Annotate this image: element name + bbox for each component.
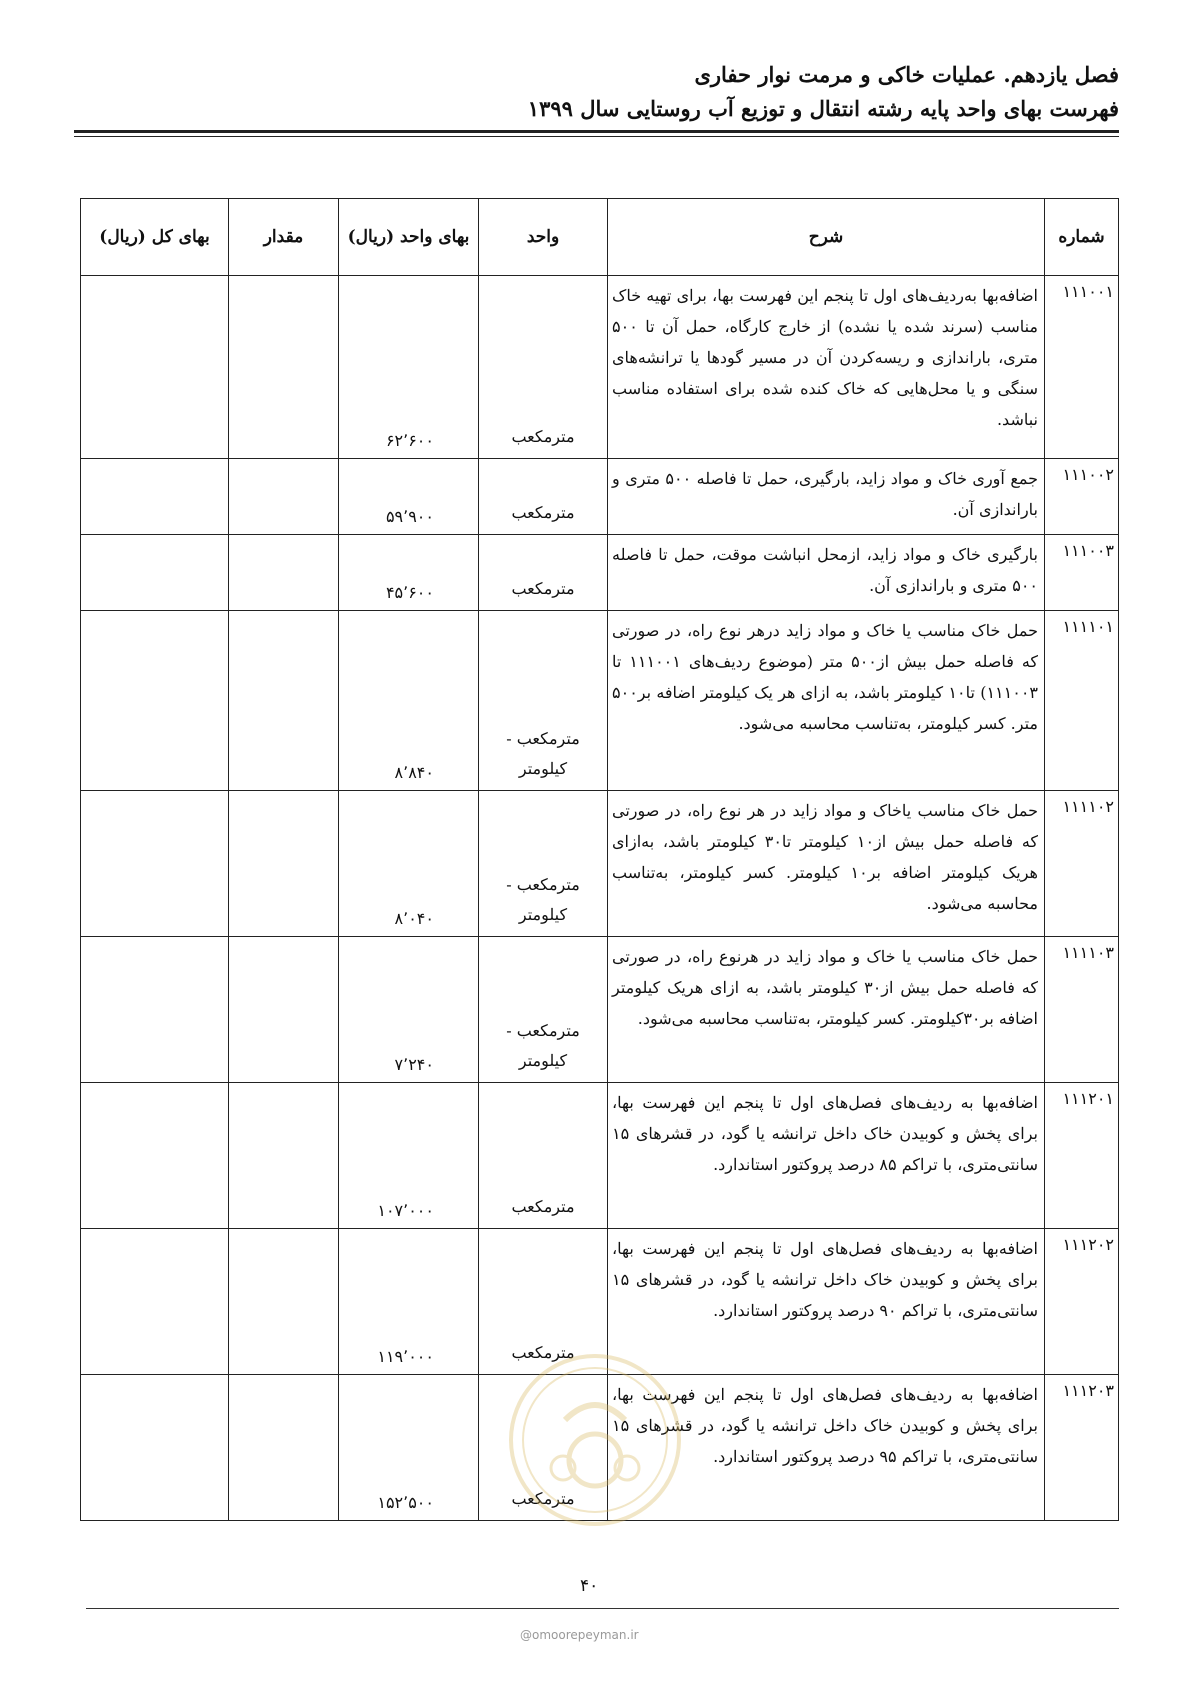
header-quantity: مقدار — [229, 199, 339, 276]
table-row — [81, 791, 1119, 937]
header-rule-thin — [74, 136, 1119, 137]
row-total-price — [81, 535, 229, 611]
row-unit: مترمکعب — [479, 459, 608, 535]
row-description: اضافه‌بها به ردیف‌های فصل‌های اول تا پنجم این فهرست بها، برای پخش و کوبیدن خاک داخل ترانشه یا گود، در قشرهای ۱۵ سانتی‌متری، با تراکم ۹۵ درصد پروکتور استاندارد. — [608, 1375, 1045, 1521]
header-total-price: بهای کل (ریال) — [81, 199, 229, 276]
header-unit-price: بهای واحد (ریال) — [339, 199, 479, 276]
table-row — [81, 1229, 1119, 1375]
row-total-price — [81, 937, 229, 1083]
row-unit: مترمکعب — [479, 535, 608, 611]
row-unit: مترمکعب — [479, 1375, 608, 1521]
row-number: ۱۱۱۲۰۳ — [1045, 1375, 1119, 1521]
row-total-price — [81, 459, 229, 535]
row-unit-price: ۴۵٬۶۰۰ — [339, 535, 479, 611]
row-quantity — [229, 611, 339, 791]
row-unit-price: ۱۱۹٬۰۰۰ — [339, 1229, 479, 1375]
row-unit-price: ۶۲٬۶۰۰ — [339, 276, 479, 459]
row-description: حمل خاک مناسب یاخاک و مواد زاید در هر نوع راه، در صورتی که فاصله حمل بیش از۱۰ کیلومتر تا۳۰ کیلومتر باشد، به‌ازای هریک کیلومتر اضافه بر۱۰ کیلومتر. کسر کیلومتر، به‌تناسب محاسبه می‌شود. — [608, 791, 1045, 937]
row-number: ۱۱۱۲۰۲ — [1045, 1229, 1119, 1375]
row-unit-price: ۸٬۸۴۰ — [339, 611, 479, 791]
page-number: ۴۰ — [580, 1576, 599, 1596]
document-subtitle: فهرست بهای واحد پایه رشته انتقال و توزیع آب روستایی سال ۱۳۹۹ — [527, 96, 1119, 121]
header-rule-thick — [74, 130, 1119, 133]
row-unit-price: ۷٬۲۴۰ — [339, 937, 479, 1083]
footer-rule — [86, 1608, 1119, 1609]
table-row — [81, 937, 1119, 1083]
row-total-price — [81, 1229, 229, 1375]
row-total-price — [81, 276, 229, 459]
row-description: اضافه‌بها به ردیف‌های فصل‌های اول تا پنجم این فهرست بها، برای پخش و کوبیدن خاک داخل ترانشه یا گود، در قشرهای ۱۵ سانتی‌متری، با تراکم ۹۰ درصد پروکتور استاندارد. — [608, 1229, 1045, 1375]
row-quantity — [229, 535, 339, 611]
row-description: جمع آوری خاک و مواد زاید، بارگیری، حمل تا فاصله ۵۰۰ متری و باراندازی آن. — [608, 459, 1045, 535]
table-row — [81, 1375, 1119, 1521]
row-quantity — [229, 1229, 339, 1375]
row-description: اضافه‌بها به ردیف‌های فصل‌های اول تا پنجم این فهرست بها، برای پخش و کوبیدن خاک داخل ترانشه یا گود، در قشرهای ۱۵ سانتی‌متری، با تراکم ۸۵ درصد پروکتور استاندارد. — [608, 1083, 1045, 1229]
row-unit-price: ۱۰۷٬۰۰۰ — [339, 1083, 479, 1229]
header-description: شرح — [608, 199, 1045, 276]
row-quantity — [229, 937, 339, 1083]
row-number: ۱۱۱۰۰۱ — [1045, 276, 1119, 459]
row-unit: مترمکعب — [479, 1083, 608, 1229]
table-row — [81, 1083, 1119, 1229]
row-number: ۱۱۱۱۰۱ — [1045, 611, 1119, 791]
row-number: ۱۱۱۱۰۳ — [1045, 937, 1119, 1083]
row-number: ۱۱۱۰۰۳ — [1045, 535, 1119, 611]
row-quantity — [229, 1083, 339, 1229]
chapter-title: فصل یازدهم. عملیات خاکی و مرمت نوار حفاری — [694, 62, 1119, 87]
footer-site: @omoorepeyman.ir — [520, 1628, 639, 1642]
row-description: حمل خاک مناسب یا خاک و مواد زاید در هرنوع راه، در صورتی که فاصله حمل بیش از۳۰ کیلومتر باشد، به ازای هریک کیلومتر اضافه بر۳۰کیلومتر. کسر کیلومتر، به‌تناسب محاسبه می‌شود. — [608, 937, 1045, 1083]
header-unit: واحد — [479, 199, 608, 276]
page-header — [528, 58, 1119, 126]
row-quantity — [229, 276, 339, 459]
row-unit: مترمکعب — [479, 1229, 608, 1375]
row-total-price — [81, 1083, 229, 1229]
row-unit-price: ۵۹٬۹۰۰ — [339, 459, 479, 535]
row-description: اضافه‌بها به‌ردیف‌های اول تا پنجم این فهرست بها، برای تهیه خاک مناسب (سرند شده یا نشده) از خارج کارگاه، حمل آن تا ۵۰۰ متری، باراندازی و ریسه‌کردن آن در مسیر گودها یا ترانشه‌های سنگی و یا محل‌هایی که خاک کنده شده برای استفاده مناسب نباشد. — [608, 276, 1045, 459]
row-total-price — [81, 1375, 229, 1521]
row-quantity — [229, 459, 339, 535]
row-number: ۱۱۱۰۰۲ — [1045, 459, 1119, 535]
row-unit: مترمکعب - کیلومتر — [479, 791, 608, 937]
header-number: شماره — [1045, 199, 1119, 276]
row-unit: مترمکعب — [479, 276, 608, 459]
row-unit-price: ۸٬۰۴۰ — [339, 791, 479, 937]
row-unit-price: ۱۵۲٬۵۰۰ — [339, 1375, 479, 1521]
row-quantity — [229, 791, 339, 937]
row-description: بارگیری خاک و مواد زاید، ازمحل انباشت موقت، حمل تا فاصله ۵۰۰ متری و باراندازی آن. — [608, 535, 1045, 611]
row-unit: مترمکعب - کیلومتر — [479, 937, 608, 1083]
table-row — [81, 535, 1119, 611]
table-row — [81, 276, 1119, 459]
table-row — [81, 459, 1119, 535]
row-quantity — [229, 1375, 339, 1521]
table-row — [81, 611, 1119, 791]
row-number: ۱۱۱۲۰۱ — [1045, 1083, 1119, 1229]
row-total-price — [81, 791, 229, 937]
row-description: حمل خاک مناسب یا خاک و مواد زاید درهر نوع راه، در صورتی که فاصله حمل بیش از۵۰۰ متر (موضوع ردیف‌های ۱۱۱۰۰۱ تا ۱۱۱۰۰۳) تا۱۰ کیلومتر باشد، به ازای هر یک کیلومتر اضافه بر۵۰۰ متر. کسر کیلومتر، به‌تناسب محاسبه می‌شود. — [608, 611, 1045, 791]
row-total-price — [81, 611, 229, 791]
row-number: ۱۱۱۱۰۲ — [1045, 791, 1119, 937]
row-unit: مترمکعب - کیلومتر — [479, 611, 608, 791]
table-header-row — [81, 199, 1119, 276]
price-table — [80, 198, 1119, 1521]
